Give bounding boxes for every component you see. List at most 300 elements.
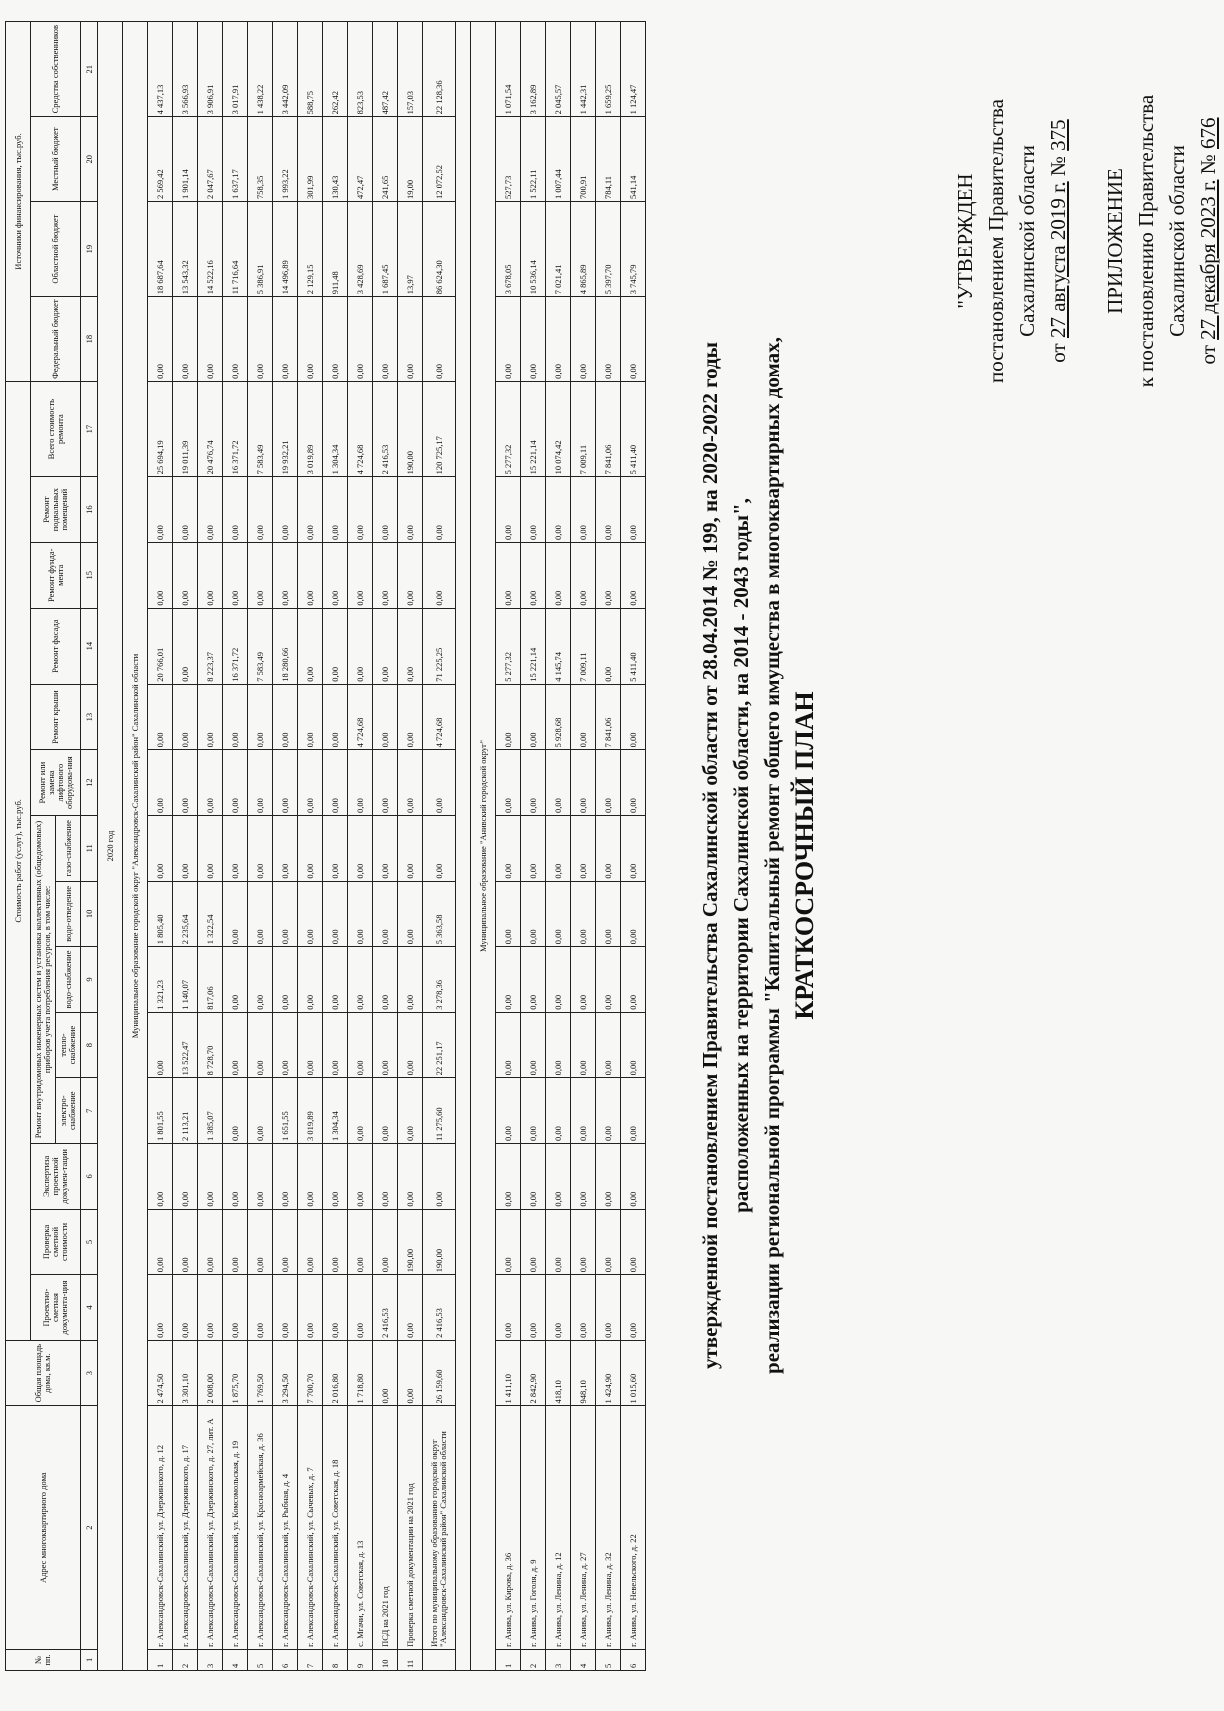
row-address: г. Анива, ул. Ленина, д. 12 xyxy=(546,1406,571,1649)
row-value: 0,00 xyxy=(248,1078,273,1144)
table-row xyxy=(398,22,423,1671)
row-value: 1 718,80 xyxy=(348,1340,373,1406)
year-heading xyxy=(98,22,123,1671)
row-value: 0,00 xyxy=(273,297,298,382)
column-number: 8 xyxy=(81,1012,98,1078)
row-value: 0,00 xyxy=(596,1012,621,1078)
row-value: 71 225,25 xyxy=(423,608,456,684)
row-value: 0,00 xyxy=(621,684,646,750)
row-address: ПСД на 2021 год xyxy=(373,1406,398,1649)
row-value: 0,00 xyxy=(223,1012,248,1078)
row-value: 0,00 xyxy=(173,684,198,750)
row-value: 0,00 xyxy=(521,1144,546,1210)
th-basement: Ремонт подвальных помещений xyxy=(31,477,81,543)
row-value: 0,00 xyxy=(223,947,248,1013)
row-value: 0,00 xyxy=(546,1275,571,1341)
row-value: 1 304,34 xyxy=(323,381,348,476)
row-value: 0,00 xyxy=(173,1209,198,1275)
row-value: 0,00 xyxy=(323,1209,348,1275)
row-value: 0,00 xyxy=(571,947,596,1013)
row-value: 0,00 xyxy=(373,881,398,947)
row-value: 0,00 xyxy=(571,684,596,750)
row-number xyxy=(423,1649,456,1670)
row-value: 1 522,11 xyxy=(521,117,546,202)
row-value: 0,00 xyxy=(373,1012,398,1078)
row-value: 1 438,22 xyxy=(248,22,273,117)
row-value: 0,00 xyxy=(298,750,323,816)
row-number: 5 xyxy=(596,1649,621,1670)
appendix-no: № xyxy=(1196,149,1220,180)
row-value: 0,00 xyxy=(198,1275,223,1341)
row-value: 1 901,14 xyxy=(173,117,198,202)
appendix-from: от xyxy=(1196,339,1220,365)
row-value: 0,00 xyxy=(546,542,571,608)
row-value: 0,00 xyxy=(273,1012,298,1078)
row-value: 0,00 xyxy=(621,1144,646,1210)
row-value: 0,00 xyxy=(521,1275,546,1341)
row-value: 0,00 xyxy=(173,608,198,684)
row-value: 0,00 xyxy=(198,542,223,608)
th-regional: Областной бюджет xyxy=(31,202,81,297)
th-electro: электро-снабжение xyxy=(56,1078,81,1144)
column-number: 21 xyxy=(81,22,98,117)
row-value: 13 543,32 xyxy=(173,202,198,297)
row-value: 18 280,66 xyxy=(273,608,298,684)
column-number: 10 xyxy=(81,881,98,947)
row-value: 0,00 xyxy=(596,947,621,1013)
approved-title: "УТВЕРЖДЕН xyxy=(953,173,977,309)
row-value: 0,00 xyxy=(546,1012,571,1078)
row-value: 0,00 xyxy=(348,542,373,608)
row-value: 0,00 xyxy=(521,1209,546,1275)
row-value: 0,00 xyxy=(298,1275,323,1341)
row-value: 0,00 xyxy=(173,297,198,382)
column-number: 20 xyxy=(81,117,98,202)
row-value: 22 128,36 xyxy=(423,22,456,117)
row-value: 7 009,11 xyxy=(571,381,596,476)
row-value: 0,00 xyxy=(323,947,348,1013)
row-value: 0,00 xyxy=(298,815,323,881)
column-number: 1 xyxy=(81,1649,98,1670)
row-value: 0,00 xyxy=(521,881,546,947)
row-value: 2 235,64 xyxy=(173,881,198,947)
row-value: 0,00 xyxy=(223,750,248,816)
appendix-block xyxy=(1100,31,1224,451)
row-value: 0,00 xyxy=(298,1012,323,1078)
appendix-line-3: Сахалинской области xyxy=(1165,145,1189,337)
row-value: 1 140,07 xyxy=(173,947,198,1013)
row-value: 1 124,47 xyxy=(621,22,646,117)
row-value: 1 321,23 xyxy=(148,947,173,1013)
row-value: 0,00 xyxy=(496,1144,521,1210)
row-value: 0,00 xyxy=(596,881,621,947)
row-value: 5 397,70 xyxy=(596,202,621,297)
row-value: 0,00 xyxy=(596,1209,621,1275)
municipality-heading xyxy=(123,22,148,1671)
row-address: г. Александровск-Сахалинский, ул. Красноармейская, д. 36 xyxy=(248,1406,273,1649)
row-value: 0,00 xyxy=(373,477,398,543)
row-value: 13 522,47 xyxy=(173,1012,198,1078)
spacer-cell xyxy=(456,22,471,1671)
row-value: 1 769,50 xyxy=(248,1340,273,1406)
row-value: 0,00 xyxy=(546,881,571,947)
row-value: 0,00 xyxy=(198,815,223,881)
row-value: 2 842,90 xyxy=(521,1340,546,1406)
row-value: 0,00 xyxy=(198,1209,223,1275)
row-value: 0,00 xyxy=(373,815,398,881)
row-value: 0,00 xyxy=(223,1209,248,1275)
row-value: 1 385,07 xyxy=(198,1078,223,1144)
row-value: 190,00 xyxy=(423,1209,456,1275)
row-value: 10 074,42 xyxy=(546,381,571,476)
row-value: 0,00 xyxy=(248,542,273,608)
row-value: 0,00 xyxy=(496,947,521,1013)
row-value: 0,00 xyxy=(398,1012,423,1078)
row-address: Проверка сметной документации на 2021 год xyxy=(398,1406,423,1649)
row-value: 0,00 xyxy=(373,947,398,1013)
row-value: 86 624,30 xyxy=(423,202,456,297)
row-value: 0,00 xyxy=(373,1209,398,1275)
row-value: 0,00 xyxy=(621,1012,646,1078)
row-value: 0,00 xyxy=(223,815,248,881)
row-value: 0,00 xyxy=(298,477,323,543)
row-value: 0,00 xyxy=(323,542,348,608)
row-value: 0,00 xyxy=(423,542,456,608)
row-value: 0,00 xyxy=(323,297,348,382)
row-value: 0,00 xyxy=(298,297,323,382)
row-value: 0,00 xyxy=(496,1209,521,1275)
document-title: КРАТКОСРОЧНЫЙ ПЛАН xyxy=(790,691,819,1020)
row-value: 262,42 xyxy=(323,22,348,117)
row-value: 0,00 xyxy=(496,477,521,543)
row-value: 8 223,37 xyxy=(198,608,223,684)
row-value: 8 728,70 xyxy=(198,1012,223,1078)
row-value: 0,00 xyxy=(546,297,571,382)
row-value: 5 277,32 xyxy=(496,608,521,684)
row-value: 7 841,06 xyxy=(596,684,621,750)
row-value: 0,00 xyxy=(173,477,198,543)
th-lift: Ремонт или замена лифтового оборудова-ния xyxy=(31,750,81,816)
row-value: 16 371,72 xyxy=(223,381,248,476)
th-check: Проверка сметной стоимости xyxy=(31,1209,81,1275)
row-value: 0,00 xyxy=(596,477,621,543)
column-number: 12 xyxy=(81,750,98,816)
row-value: 1 637,17 xyxy=(223,117,248,202)
row-value: 0,00 xyxy=(273,1275,298,1341)
row-value: 0,00 xyxy=(298,684,323,750)
row-value: 0,00 xyxy=(273,542,298,608)
row-value: 4 145,74 xyxy=(546,608,571,684)
row-value: 26 159,60 xyxy=(423,1340,456,1406)
row-value: 0,00 xyxy=(323,1012,348,1078)
row-value: 3 019,89 xyxy=(298,381,323,476)
appendix-number: 676 xyxy=(1196,117,1220,149)
row-address: г. Анива, ул. Ленина, д. 32 xyxy=(596,1406,621,1649)
row-value: 0,00 xyxy=(173,815,198,881)
row-value: 5 386,91 xyxy=(248,202,273,297)
column-number: 18 xyxy=(81,297,98,382)
row-value: 3 678,05 xyxy=(496,202,521,297)
row-value: 1 687,45 xyxy=(373,202,398,297)
row-value: 527,73 xyxy=(496,117,521,202)
th-funding-group: Источники финансирования, тыс.руб. xyxy=(6,22,31,382)
row-value: 0,00 xyxy=(621,477,646,543)
row-value: 0,00 xyxy=(621,297,646,382)
row-value: 0,00 xyxy=(173,1144,198,1210)
row-address: г. Анива, ул. Кирова, д. 36 xyxy=(496,1406,521,1649)
row-value: 0,00 xyxy=(423,815,456,881)
row-value: 0,00 xyxy=(148,297,173,382)
row-value: 0,00 xyxy=(496,881,521,947)
row-value: 11 716,64 xyxy=(223,202,248,297)
row-value: 0,00 xyxy=(398,1078,423,1144)
row-value: 0,00 xyxy=(398,477,423,543)
row-value: 0,00 xyxy=(571,1209,596,1275)
row-value: 0,00 xyxy=(273,477,298,543)
row-address: г. Анива, ул. Гоголя, д. 9 xyxy=(521,1406,546,1649)
column-number: 5 xyxy=(81,1209,98,1275)
appendix-title: ПРИЛОЖЕНИЕ xyxy=(1103,168,1127,314)
table-row xyxy=(373,22,398,1671)
column-number: 13 xyxy=(81,684,98,750)
row-value: 3 294,50 xyxy=(273,1340,298,1406)
row-value: 0,00 xyxy=(223,297,248,382)
table-row xyxy=(496,22,521,1671)
row-value: 18 687,64 xyxy=(148,202,173,297)
total-row xyxy=(423,22,456,1671)
row-value: 2 474,50 xyxy=(148,1340,173,1406)
row-value: 0,00 xyxy=(496,542,521,608)
spacer-row xyxy=(456,22,471,1671)
row-value: 0,00 xyxy=(373,1144,398,1210)
table-row xyxy=(571,22,596,1671)
row-value: 0,00 xyxy=(298,1144,323,1210)
row-value: 0,00 xyxy=(496,1078,521,1144)
row-value: 0,00 xyxy=(596,1275,621,1341)
row-value: 0,00 xyxy=(148,815,173,881)
row-value: 0,00 xyxy=(273,881,298,947)
row-value: 19 932,21 xyxy=(273,381,298,476)
row-value: 472,47 xyxy=(348,117,373,202)
th-heat: тепло-снабжение xyxy=(56,1012,81,1078)
row-value: 7 021,41 xyxy=(546,202,571,297)
row-value: 190,00 xyxy=(398,1209,423,1275)
row-value: 541,14 xyxy=(621,117,646,202)
row-value: 0,00 xyxy=(571,1275,596,1341)
th-num: № пп. xyxy=(6,1649,81,1670)
row-value: 0,00 xyxy=(198,297,223,382)
th-federal: Федеральный бюджет xyxy=(31,297,81,382)
row-value: 0,00 xyxy=(621,881,646,947)
row-value: 0,00 xyxy=(298,881,323,947)
row-value: 5 411,40 xyxy=(621,608,646,684)
row-value: 3 162,89 xyxy=(521,22,546,117)
row-value: 0,00 xyxy=(546,1144,571,1210)
column-number: 3 xyxy=(81,1340,98,1406)
row-value: 120 725,17 xyxy=(423,381,456,476)
approved-from: от xyxy=(1046,338,1070,363)
row-value: 0,00 xyxy=(348,947,373,1013)
row-value: 0,00 xyxy=(496,297,521,382)
row-value: 0,00 xyxy=(348,881,373,947)
row-value: 0,00 xyxy=(273,815,298,881)
row-value: 0,00 xyxy=(373,542,398,608)
row-value: 0,00 xyxy=(571,542,596,608)
row-value: 0,00 xyxy=(148,1144,173,1210)
column-number-row xyxy=(81,22,98,1671)
row-value: 5 411,40 xyxy=(621,381,646,476)
row-number: 9 xyxy=(348,1649,373,1670)
row-number: 4 xyxy=(571,1649,596,1670)
th-water: водо-снабжение xyxy=(56,947,81,1013)
row-value: 588,75 xyxy=(298,22,323,117)
row-value: 0,00 xyxy=(398,815,423,881)
row-number: 3 xyxy=(198,1649,223,1670)
row-value: 0,00 xyxy=(521,815,546,881)
row-value: 0,00 xyxy=(398,684,423,750)
approved-line-4 xyxy=(1043,31,1074,451)
column-number: 15 xyxy=(81,542,98,608)
row-value: 1 875,70 xyxy=(223,1340,248,1406)
table-row xyxy=(248,22,273,1671)
row-number: 1 xyxy=(148,1649,173,1670)
row-value: 487,42 xyxy=(373,22,398,117)
row-value: 5 363,58 xyxy=(423,881,456,947)
row-value: 0,00 xyxy=(298,608,323,684)
row-value: 1 071,54 xyxy=(496,22,521,117)
row-value: 0,00 xyxy=(398,608,423,684)
row-value: 0,00 xyxy=(423,750,456,816)
row-value: 0,00 xyxy=(373,750,398,816)
row-value: 2 047,67 xyxy=(198,117,223,202)
row-value: 0,00 xyxy=(323,1144,348,1210)
row-value: 0,00 xyxy=(596,1078,621,1144)
row-address: г. Александровск-Сахалинский, ул. Комсомольская, д. 19 xyxy=(223,1406,248,1649)
row-value: 0,00 xyxy=(496,815,521,881)
row-value: 241,65 xyxy=(373,117,398,202)
row-value: 0,00 xyxy=(273,947,298,1013)
row-value: 0,00 xyxy=(348,608,373,684)
row-value: 0,00 xyxy=(223,477,248,543)
row-value: 0,00 xyxy=(521,542,546,608)
row-value: 0,00 xyxy=(198,477,223,543)
row-value: 0,00 xyxy=(571,1144,596,1210)
row-value: 1 659,25 xyxy=(596,22,621,117)
row-value: 0,00 xyxy=(373,1340,398,1406)
row-value: 0,00 xyxy=(223,684,248,750)
row-value: 157,03 xyxy=(398,22,423,117)
row-value: 0,00 xyxy=(348,477,373,543)
row-address: г. Александровск-Сахалинский, ул. Советская, д. 18 xyxy=(323,1406,348,1649)
row-value: 3 566,93 xyxy=(173,22,198,117)
row-value: 0,00 xyxy=(571,477,596,543)
row-value: 0,00 xyxy=(248,684,273,750)
row-value: 1 015,60 xyxy=(621,1340,646,1406)
row-value: 0,00 xyxy=(148,1209,173,1275)
row-value: 10 536,14 xyxy=(521,202,546,297)
th-drain: водо-отведение xyxy=(56,881,81,947)
row-value: 1 801,55 xyxy=(148,1078,173,1144)
row-address: г. Александровск-Сахалинский, ул. Дзержинского, д. 12 xyxy=(148,1406,173,1649)
row-value: 0,00 xyxy=(173,1275,198,1341)
row-value: 3 906,91 xyxy=(198,22,223,117)
row-value: 0,00 xyxy=(248,1209,273,1275)
table-row xyxy=(298,22,323,1671)
row-number: 6 xyxy=(273,1649,298,1670)
row-number: 4 xyxy=(223,1649,248,1670)
table-row xyxy=(546,22,571,1671)
th-expertise: Экспертиза проектной докумен-тации xyxy=(31,1144,81,1210)
row-value: 1 304,34 xyxy=(323,1078,348,1144)
approved-number: 375 xyxy=(1046,119,1070,151)
th-address: Адрес многоквартирного дома xyxy=(6,1406,81,1649)
row-value: 911,48 xyxy=(323,202,348,297)
row-value: 22 251,17 xyxy=(423,1012,456,1078)
row-value: 3 745,79 xyxy=(621,202,646,297)
row-value: 12 072,52 xyxy=(423,117,456,202)
row-value: 0,00 xyxy=(571,1078,596,1144)
row-value: 0,00 xyxy=(596,297,621,382)
row-value: 0,00 xyxy=(423,1144,456,1210)
row-value: 0,00 xyxy=(273,684,298,750)
row-value: 13,97 xyxy=(398,202,423,297)
row-value: 0,00 xyxy=(621,947,646,1013)
column-number: 19 xyxy=(81,202,98,297)
row-value: 20 766,01 xyxy=(148,608,173,684)
row-address: г. Александровск-Сахалинский, ул. Дзержинского, д. 27, лит. А xyxy=(198,1406,223,1649)
row-value: 0,00 xyxy=(248,1144,273,1210)
column-number: 7 xyxy=(81,1078,98,1144)
row-number: 2 xyxy=(521,1649,546,1670)
row-value: 0,00 xyxy=(148,684,173,750)
row-value: 2 416,53 xyxy=(423,1275,456,1341)
row-value: 0,00 xyxy=(223,542,248,608)
row-value: 19,00 xyxy=(398,117,423,202)
row-value: 15 221,14 xyxy=(521,381,546,476)
municipality-heading xyxy=(471,22,496,1671)
row-address: г. Анива, ул. Невельского, д. 22 xyxy=(621,1406,646,1649)
row-value: 4 437,13 xyxy=(148,22,173,117)
row-value: 0,00 xyxy=(323,1275,348,1341)
row-value: 3 278,36 xyxy=(423,947,456,1013)
row-value: 7 583,49 xyxy=(248,608,273,684)
row-value: 0,00 xyxy=(298,947,323,1013)
row-value: 0,00 xyxy=(373,608,398,684)
row-value: 0,00 xyxy=(198,1144,223,1210)
row-value: 0,00 xyxy=(373,684,398,750)
row-value: 0,00 xyxy=(398,750,423,816)
row-value: 0,00 xyxy=(521,947,546,1013)
row-value: 0,00 xyxy=(348,1078,373,1144)
row-address: г. Александровск-Сахалинский, ул. Рыбная, д. 4 xyxy=(273,1406,298,1649)
row-value: 0,00 xyxy=(323,684,348,750)
row-value: 7 009,11 xyxy=(571,608,596,684)
row-value: 0,00 xyxy=(546,815,571,881)
row-value: 4 865,89 xyxy=(571,202,596,297)
row-value: 2 045,57 xyxy=(546,22,571,117)
th-owners: Средства собственников xyxy=(31,22,81,117)
row-value: 0,00 xyxy=(148,1275,173,1341)
row-value: 2 008,00 xyxy=(198,1340,223,1406)
row-value: 0,00 xyxy=(546,1078,571,1144)
table-row xyxy=(198,22,223,1671)
row-value: 0,00 xyxy=(323,477,348,543)
row-value: 0,00 xyxy=(198,750,223,816)
row-value: 0,00 xyxy=(248,297,273,382)
column-number: 9 xyxy=(81,947,98,1013)
row-value: 301,99 xyxy=(298,117,323,202)
row-value: 0,00 xyxy=(571,815,596,881)
